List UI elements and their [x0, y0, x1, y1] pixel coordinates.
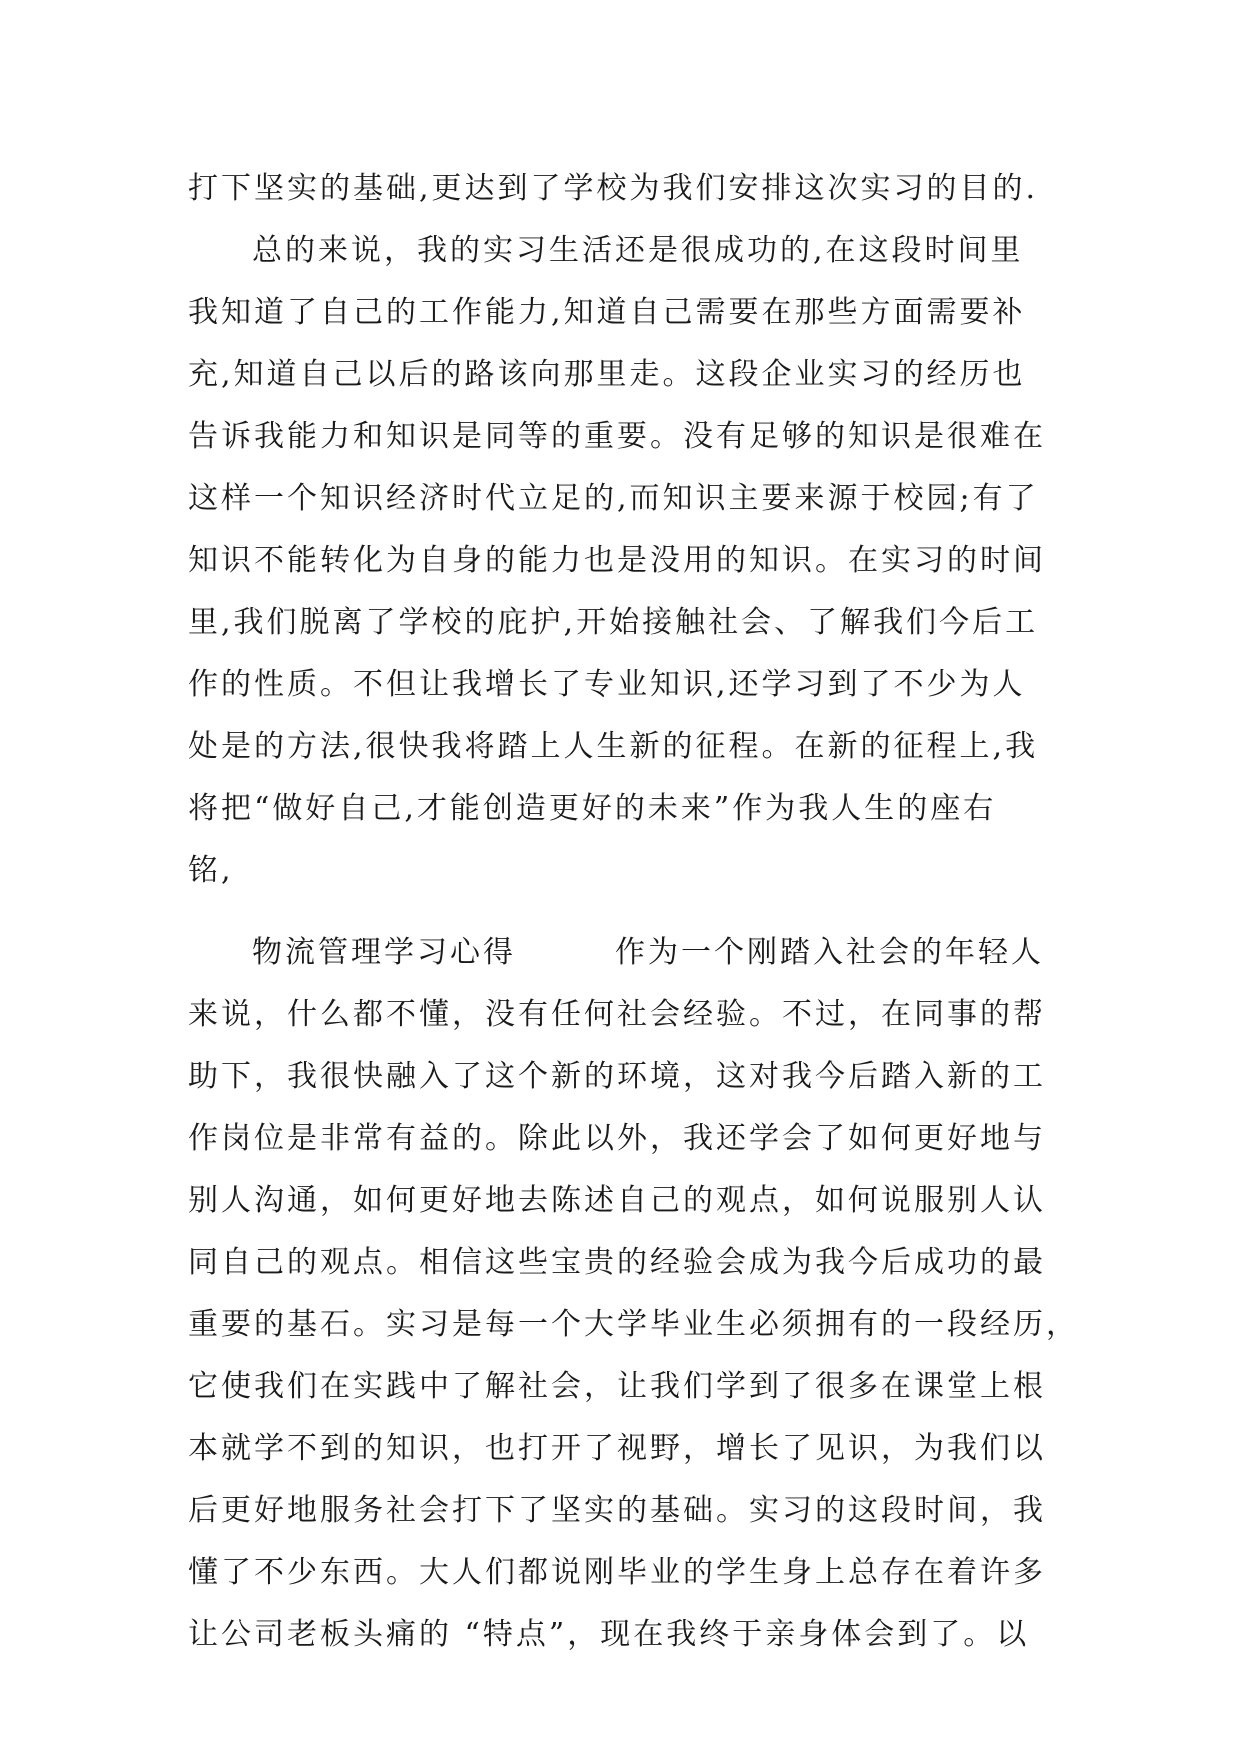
- text-line: 知识不能转化为自身的能力也是没用的知识。在实习的时间: [188, 543, 1046, 578]
- text-line: 助下，我很快融入了这个新的环境，这对我今后踏入新的工: [188, 1059, 1046, 1094]
- text-line: 将把“做好自己,才能创造更好的未来”作为我人生的座右: [188, 791, 997, 826]
- document-body: [188, 158, 1079, 1666]
- text-line: 总的来说，我的实习生活还是很成功的,在这段时间里: [252, 233, 1024, 268]
- text-line: 来说，什么都不懂，没有任何社会经验。不过，在同事的帮: [188, 997, 1046, 1032]
- text-line: 充,知道自己以后的路该向那里走。这段企业实习的经历也: [188, 357, 1026, 392]
- text-line: 它使我们在实践中了解社会，让我们学到了很多在课堂上根: [188, 1369, 1046, 1404]
- text-line: 我知道了自己的工作能力,知道自己需要在那些方面需要补: [188, 295, 1026, 330]
- text-line: 这样一个知识经济时代立足的,而知识主要来源于校园;有了: [188, 481, 1039, 516]
- text-line: 重要的基石。实习是每一个大学毕业生必须拥有的一段经历，: [188, 1307, 1079, 1342]
- text-line: 后更好地服务社会打下了坚实的基础。实习的这段时间，我: [188, 1493, 1046, 1528]
- text-line: 本就学不到的知识，也打开了视野，增长了见识，为我们以: [188, 1431, 1046, 1466]
- text-line: 别人沟通，如何更好地去陈述自己的观点，如何说服别人认: [188, 1183, 1046, 1218]
- text-line: 同自己的观点。相信这些宝贵的经验会成为我今后成功的最: [188, 1245, 1046, 1280]
- text-line: 处是的方法,很快我将踏上人生新的征程。在新的征程上,我: [188, 729, 1039, 764]
- text-line: 懂了不少东西。大人们都说刚毕业的学生身上总存在着许多: [188, 1555, 1046, 1590]
- section-heading-line: 物流管理学习心得 作为一个刚踏入社会的年轻人: [252, 935, 1044, 970]
- text-line: 铭,: [188, 853, 234, 888]
- text-line: 告诉我能力和知识是同等的重要。没有足够的知识是很难在: [188, 419, 1046, 454]
- text-line: 让公司老板头痛的 “特点”，现在我终于亲身体会到了。以: [188, 1617, 1030, 1652]
- text-line: 里,我们脱离了学校的庇护,开始接触社会、了解我们今后工: [188, 605, 1039, 640]
- text-line: 作岗位是非常有益的。除此以外，我还学会了如何更好地与: [188, 1121, 1046, 1156]
- text-line: 打下坚实的基础,更达到了学校为我们安排这次实习的目的.: [188, 171, 1039, 206]
- text-line: 作的性质。不但让我增长了专业知识,还学习到了不少为人: [188, 667, 1026, 702]
